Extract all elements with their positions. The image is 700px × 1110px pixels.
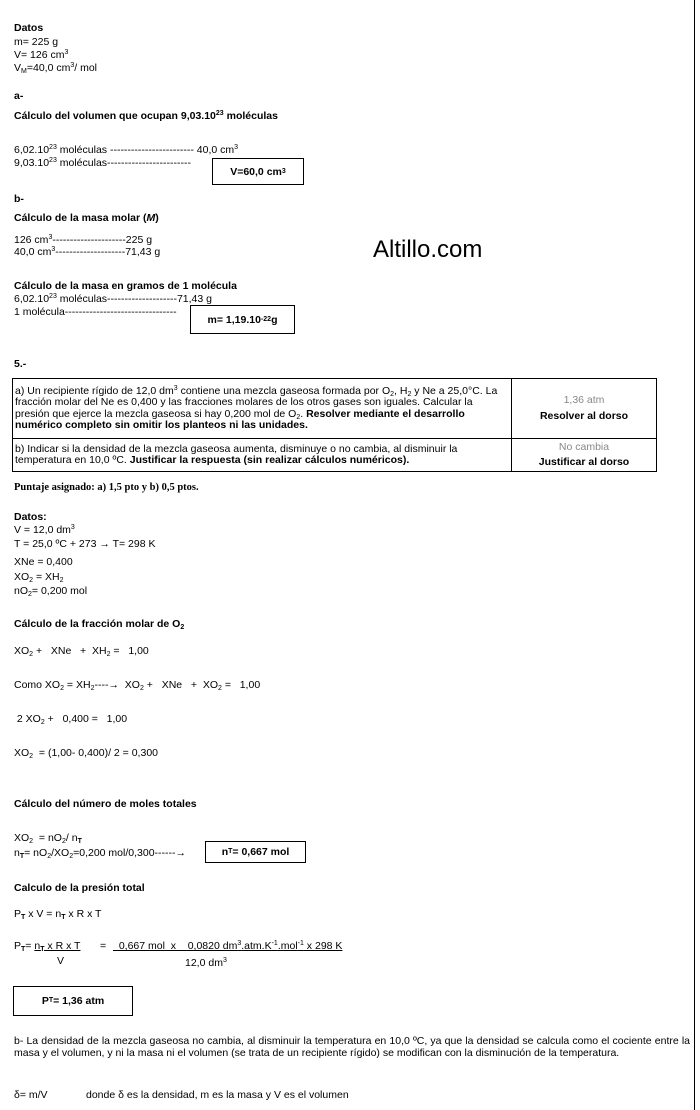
- datos2-title: Datos:: [14, 511, 47, 523]
- question-row-a: [13, 379, 657, 439]
- fraccion-eq3: 2 $XO_2 + 0,400 = 1,00$: [14, 713, 128, 726]
- qa-t2: contiene una mezcla gaseosa formada por O: [177, 384, 391, 397]
- qb-text: b) Indicar si la densidad de la mezcla gaseosa aumenta, disminuye o no cambia, al disminuir la temperatura en 10,0 ºC.: [15, 442, 458, 466]
- a-line1-pre: 6,02.10: [14, 144, 50, 156]
- a-line1-exp: 23: [49, 144, 57, 151]
- datos2-v-text: V = 12,0 dm: [14, 524, 71, 536]
- b-line3-pre: 6,02.10: [14, 293, 50, 305]
- question-b-hint: Justificar al dorso: [538, 456, 630, 468]
- b-line3-exp: 23: [49, 293, 57, 300]
- question-a-answer: 1,36 atm: [563, 394, 605, 406]
- datos-volume: V= 126 $cm^3$: [14, 49, 69, 61]
- fraccion-eq1: $XO_2$ + XNe + $XH_2 = 1,00$: [14, 645, 149, 658]
- qa-t5: .: [300, 407, 307, 420]
- question-row-b: [13, 439, 657, 472]
- section-b-title: [14, 212, 159, 224]
- presion-eq2-den2: 12,0 $dm^3$: [185, 957, 227, 969]
- question-b-answer: No cambia: [558, 440, 610, 453]
- datos2-no2-a: nO: [14, 585, 29, 597]
- datos2-temperature: T = 25,0 ºC + 273 → T= 298 K: [14, 538, 156, 550]
- question-5-table: [12, 378, 657, 472]
- section-b-label: b-: [14, 193, 24, 205]
- section-b-line2: 40,0 $cm^3--------------------71,43$ g: [14, 246, 161, 258]
- question-b-text: [13, 439, 512, 472]
- section-b-title2: Cálculo de la masa en gramos de 1 molécula: [14, 280, 237, 292]
- parte-b-text: b- La densidad de la mezcla gaseosa no cambia, al disminuir la temperatura en 10,0 ºC, ya que la densidad se calcula como el cociente entre la masa y el volumen, y ni la masa ni el volumen (se trata de un recipiente rígido) se modifican con la disminución de la temperatura.: [14, 1035, 690, 1059]
- section-a-title-exp: 23: [215, 110, 224, 117]
- datos-title: Datos: [14, 22, 44, 34]
- question-a-answer-cell: [512, 379, 657, 439]
- section-b-line1: 126 $cm^3---------------------225$ g: [14, 234, 153, 246]
- result-box-mass: m= 1,19.10 -22 g: [190, 305, 295, 334]
- b-line2-pre: 40,0 cm: [14, 246, 52, 258]
- density-formula-desc: donde δ es la densidad, m es la masa y V es el volumen: [86, 1089, 349, 1101]
- presion-eq2-den: V: [57, 955, 65, 967]
- datos-molar-volume: $V_M=40,0$ $cm^3/$ mol: [14, 62, 98, 75]
- b-line1-post: ---------------------225 g: [52, 234, 153, 246]
- a-line1-post: moléculas ------------------------ 40,0 cm: [56, 144, 235, 156]
- datos-mass: m= 225 g: [14, 36, 59, 48]
- qb-bold: Justificar la respuesta (sin realizar cálculos numéricos).: [129, 454, 410, 466]
- datos2-no2-b: = 0,200 mol: [31, 585, 88, 597]
- density-formula: δ= m/V: [14, 1089, 48, 1101]
- b-line1-pre: 126 cm: [14, 234, 49, 246]
- result-mass-pre: m= 1,19.10: [207, 313, 261, 326]
- a-line2-pre: 9,03.10: [14, 157, 50, 169]
- vm-unit: / mol: [74, 62, 98, 74]
- presion-eq2-lhs: $P_T= n_T$ x R x T: [14, 940, 81, 953]
- moles-eq2: $n_T= nO_2/XO_2=0,200$ mol/0,300------→: [14, 847, 187, 860]
- question-a-hint: Resolver al dorso: [539, 409, 629, 422]
- qa-t4: y Ne a 25,0°C. La fracción molar del Ne es 0,400 y las fracciones molares de los otros gases son iguales. Calcular la presión que ejerce la mezcla gaseosa si hay 0,200 mol de O: [15, 384, 498, 420]
- section-b-line3: [14, 293, 212, 305]
- section-a-title: [14, 110, 278, 122]
- a-line2-post: moléculas------------------------: [56, 157, 191, 169]
- section-a-title-end: moléculas: [223, 110, 278, 122]
- moles-eq1: $XO_2 = nO_2/$ $n_T$: [14, 832, 82, 845]
- presion-eq2-eq: =: [100, 940, 107, 952]
- section-a-line1: 6,02.10$^{23}$ moléculas ------------------------ 40,0 $cm^3$: [14, 144, 239, 156]
- datos2-xne: XNe = 0,400: [14, 556, 73, 568]
- a-line2-exp: 23: [49, 157, 57, 164]
- watermark-altillo: Altillo.com: [373, 236, 483, 263]
- b-line3-post: moléculas--------------------71,43 g: [56, 293, 212, 305]
- datos2-volume: V = 12,0 $dm^3$: [14, 524, 75, 536]
- b-line2-post: --------------------71,43 g: [55, 246, 161, 258]
- qa-t3: , H: [394, 384, 408, 397]
- page-edge-line: [694, 0, 695, 1110]
- presion-eq2-num: 0,667 mol x 0,0820 $dm^3.atm.K^{-1}.mol^{-1}$ x 298 K: [113, 940, 343, 952]
- section-a-label: a-: [14, 90, 24, 102]
- section-a-line2: [14, 157, 191, 169]
- datos2-xo2-a: XO: [14, 571, 30, 583]
- section-a-title-text: Cálculo del volumen que ocupan 9,03.10: [14, 110, 216, 122]
- vm-symbol: V: [14, 62, 22, 74]
- datos2-xo2-b: = XH: [33, 571, 60, 583]
- fraccion-title-text: Cálculo de la fracción molar de O: [14, 618, 181, 630]
- qa-bold: Resolver mediante el desarrollo numérico completo sin omitir los planteos ni las unidades.: [15, 407, 465, 431]
- presion-title: Calculo de la presión total: [14, 882, 145, 894]
- question-b-answer-cell: [512, 439, 657, 472]
- moles-title: Cálculo del número de moles totales: [14, 798, 197, 810]
- b-title-m: M: [146, 212, 156, 224]
- result-mass-post: g: [271, 313, 278, 326]
- fraccion-title: Cálculo de la fracción molar de $O_2$: [14, 618, 185, 631]
- vm-value: =40,0 cm: [26, 62, 71, 74]
- qa-t1: a) Un recipiente rígido de 12,0 dm: [15, 384, 174, 397]
- result-volume-text: V=60,0 cm: [230, 165, 282, 178]
- result-box-moles: n T = 0,667 mol: [205, 841, 306, 863]
- result-box-pressure: P T = 1,36 atm: [13, 986, 133, 1016]
- b-title-pre: Cálculo de la masa molar (: [14, 212, 147, 224]
- section-b-line4: 1 molécula--------------------------------: [14, 306, 177, 318]
- datos2-no2: $nO_2= 0,200$ mol: [14, 585, 88, 598]
- result-box-volume: V=60,0 cm 3: [212, 158, 304, 185]
- puntaje: Puntaje asignado: a) 1,5 pto y b) 0,5 ptos.: [14, 482, 199, 493]
- question-5-label: 5.-: [14, 358, 27, 370]
- datos-volume-text: V= 126 cm: [14, 49, 65, 61]
- fraccion-eq4: $XO_2 = (1,00-$ 0,400)/ 2 = 0,300: [14, 747, 158, 760]
- datos2-xo2: $XO_2 = XH_2$: [14, 571, 64, 584]
- presion-eq1: $P_T$ x $V = n_T$ x R x T: [14, 908, 102, 921]
- fraccion-eq2: Como $XO_2 = XH_2----\to XO_2$ + XNe + $XO_2 = 1,00$: [14, 679, 261, 692]
- b-title-post: ): [155, 212, 159, 224]
- question-a-text: a) Un recipiente rígido de 12,0 $dm^3$ contiene una mezcla gaseosa formada por $O_2$, $H_2$ y Ne a 25,0°C. La fracción molar del Ne es 0,400 y las fracciones molares de los otros gases son iguales. Calcular la presión que ejerce la mezcla gaseosa si hay 0,200 mol de $O_2$. Resolver mediante el desarrollo numérico completo sin omitir los planteos ni las unidades.: [13, 379, 512, 439]
- vm-subscript: M: [21, 68, 27, 75]
